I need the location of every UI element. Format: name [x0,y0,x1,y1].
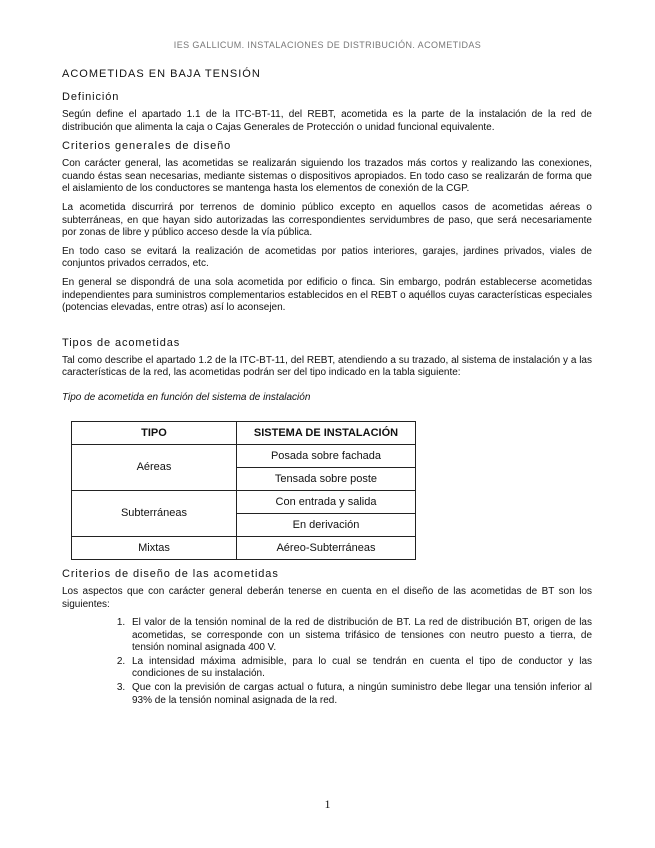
heading-criterios-diseno: Criterios de diseño de las acometidas [62,567,279,580]
list-item: 1. El valor de la tensión nominal de la red de distribución de BT. La red de distribución BT, origen de las acometidas, se corresponde con un sistema trifásico de tensiones con neutro puesto a tierra, de tensión nominal asignada 400 V. [128,617,592,655]
cell-sistema: Con entrada y salida [237,490,416,513]
cell-sistema: Aéreo-Subterráneas [237,536,416,559]
paragraph-criterios-2: La acometida discurrirá por terrenos de dominio público excepto en aquellos casos de acometidas aéreas o subterráneas, en que hayan sido autorizadas las correspondientes servidumbres de paso, que será necesariamente por zonas de libre y público acceso desde la vía pública. [62,201,592,239]
running-header: IES GALLICUM. INSTALACIONES DE DISTRIBUCIÓN. ACOMETIDAS [173,40,482,50]
cell-tipo-aereas: Aéreas [72,444,237,490]
table-row [72,490,416,513]
column-header-sistema: SISTEMA DE INSTALACIÓN [237,421,416,444]
criterios-list [62,617,592,707]
cell-sistema: En derivación [237,513,416,536]
table-header-row [72,421,416,444]
paragraph-tipos: Tal como describe el apartado 1.2 de la ITC-BT-11, del REBT, atendiendo a su trazado, al sistema de instalación y a las características de la red, las acometidas podrán ser del tipo indicado en la tabla siguiente: [62,354,592,379]
paragraph-criterios-3: En todo caso se evitará la realización de acometidas por patios interiores, garajes, jardines privados, viales de conjuntos privados cerrados, etc. [62,245,592,270]
heading-tipos: Tipos de acometidas [62,336,181,349]
tipos-table [71,421,416,560]
document-body [62,68,592,708]
section-title: ACOMETIDAS EN BAJA TENSIÓN [62,68,261,80]
list-item: 2. La intensidad máxima admisible, para lo cual se tendrán en cuenta el tipo de conductor y las condiciones de su instalación. [128,656,592,681]
paragraph-definicion: Según define el apartado 1.1 de la ITC-BT-11, del REBT, acometida es la parte de la instalación de la red de distribución que alimenta la caja o Cajas Generales de Protección o unidad funcional equivalente. [62,109,592,133]
paragraph-criterios-4: En general se dispondrá de una sola acometida por edificio o finca. Sin embargo, podrán establecerse acometidas independientes para suministros complementarios establecidos en el REBT o aquéllos cuyas características especiales (potencias elevadas, entre otras) así lo aconsejen. [62,276,592,314]
table-row [72,536,416,559]
table-row [72,444,416,467]
cell-sistema: Posada sobre fachada [237,444,416,467]
cell-tipo-subterraneas: Subterráneas [72,490,237,536]
heading-criterios-generales: Criterios generales de diseño [62,140,232,153]
column-header-tipo: TIPO [72,421,237,444]
paragraph-criterios-diseno: Los aspectos que con carácter general deberán tenerse en cuenta en el diseño de las acometidas de BT son los siguientes: [62,585,592,610]
list-item: 3. Que con la previsión de cargas actual o futura, a ningún suministro debe llegar una tensión inferior al 93% de la tensión nominal asignada de la red. [128,682,592,707]
cell-tipo-mixtas: Mixtas [72,536,237,559]
paragraph-criterios-1: Con carácter general, las acometidas se realizarán siguiendo los trazados más cortos y realizando las conexiones, cuando éstas sean necesarias, mediante sistemas o dispositivos apropiados. En todo caso se realizarán de forma que el aislamiento de los conductores se mantenga hasta los elementos de conexión de la CGP. [62,158,592,195]
table-caption: Tipo de acometida en función del sistema de instalación [62,391,311,403]
heading-definicion: Definición [62,91,120,103]
page-number: 1 [324,797,331,811]
cell-sistema: Tensada sobre poste [237,467,416,490]
